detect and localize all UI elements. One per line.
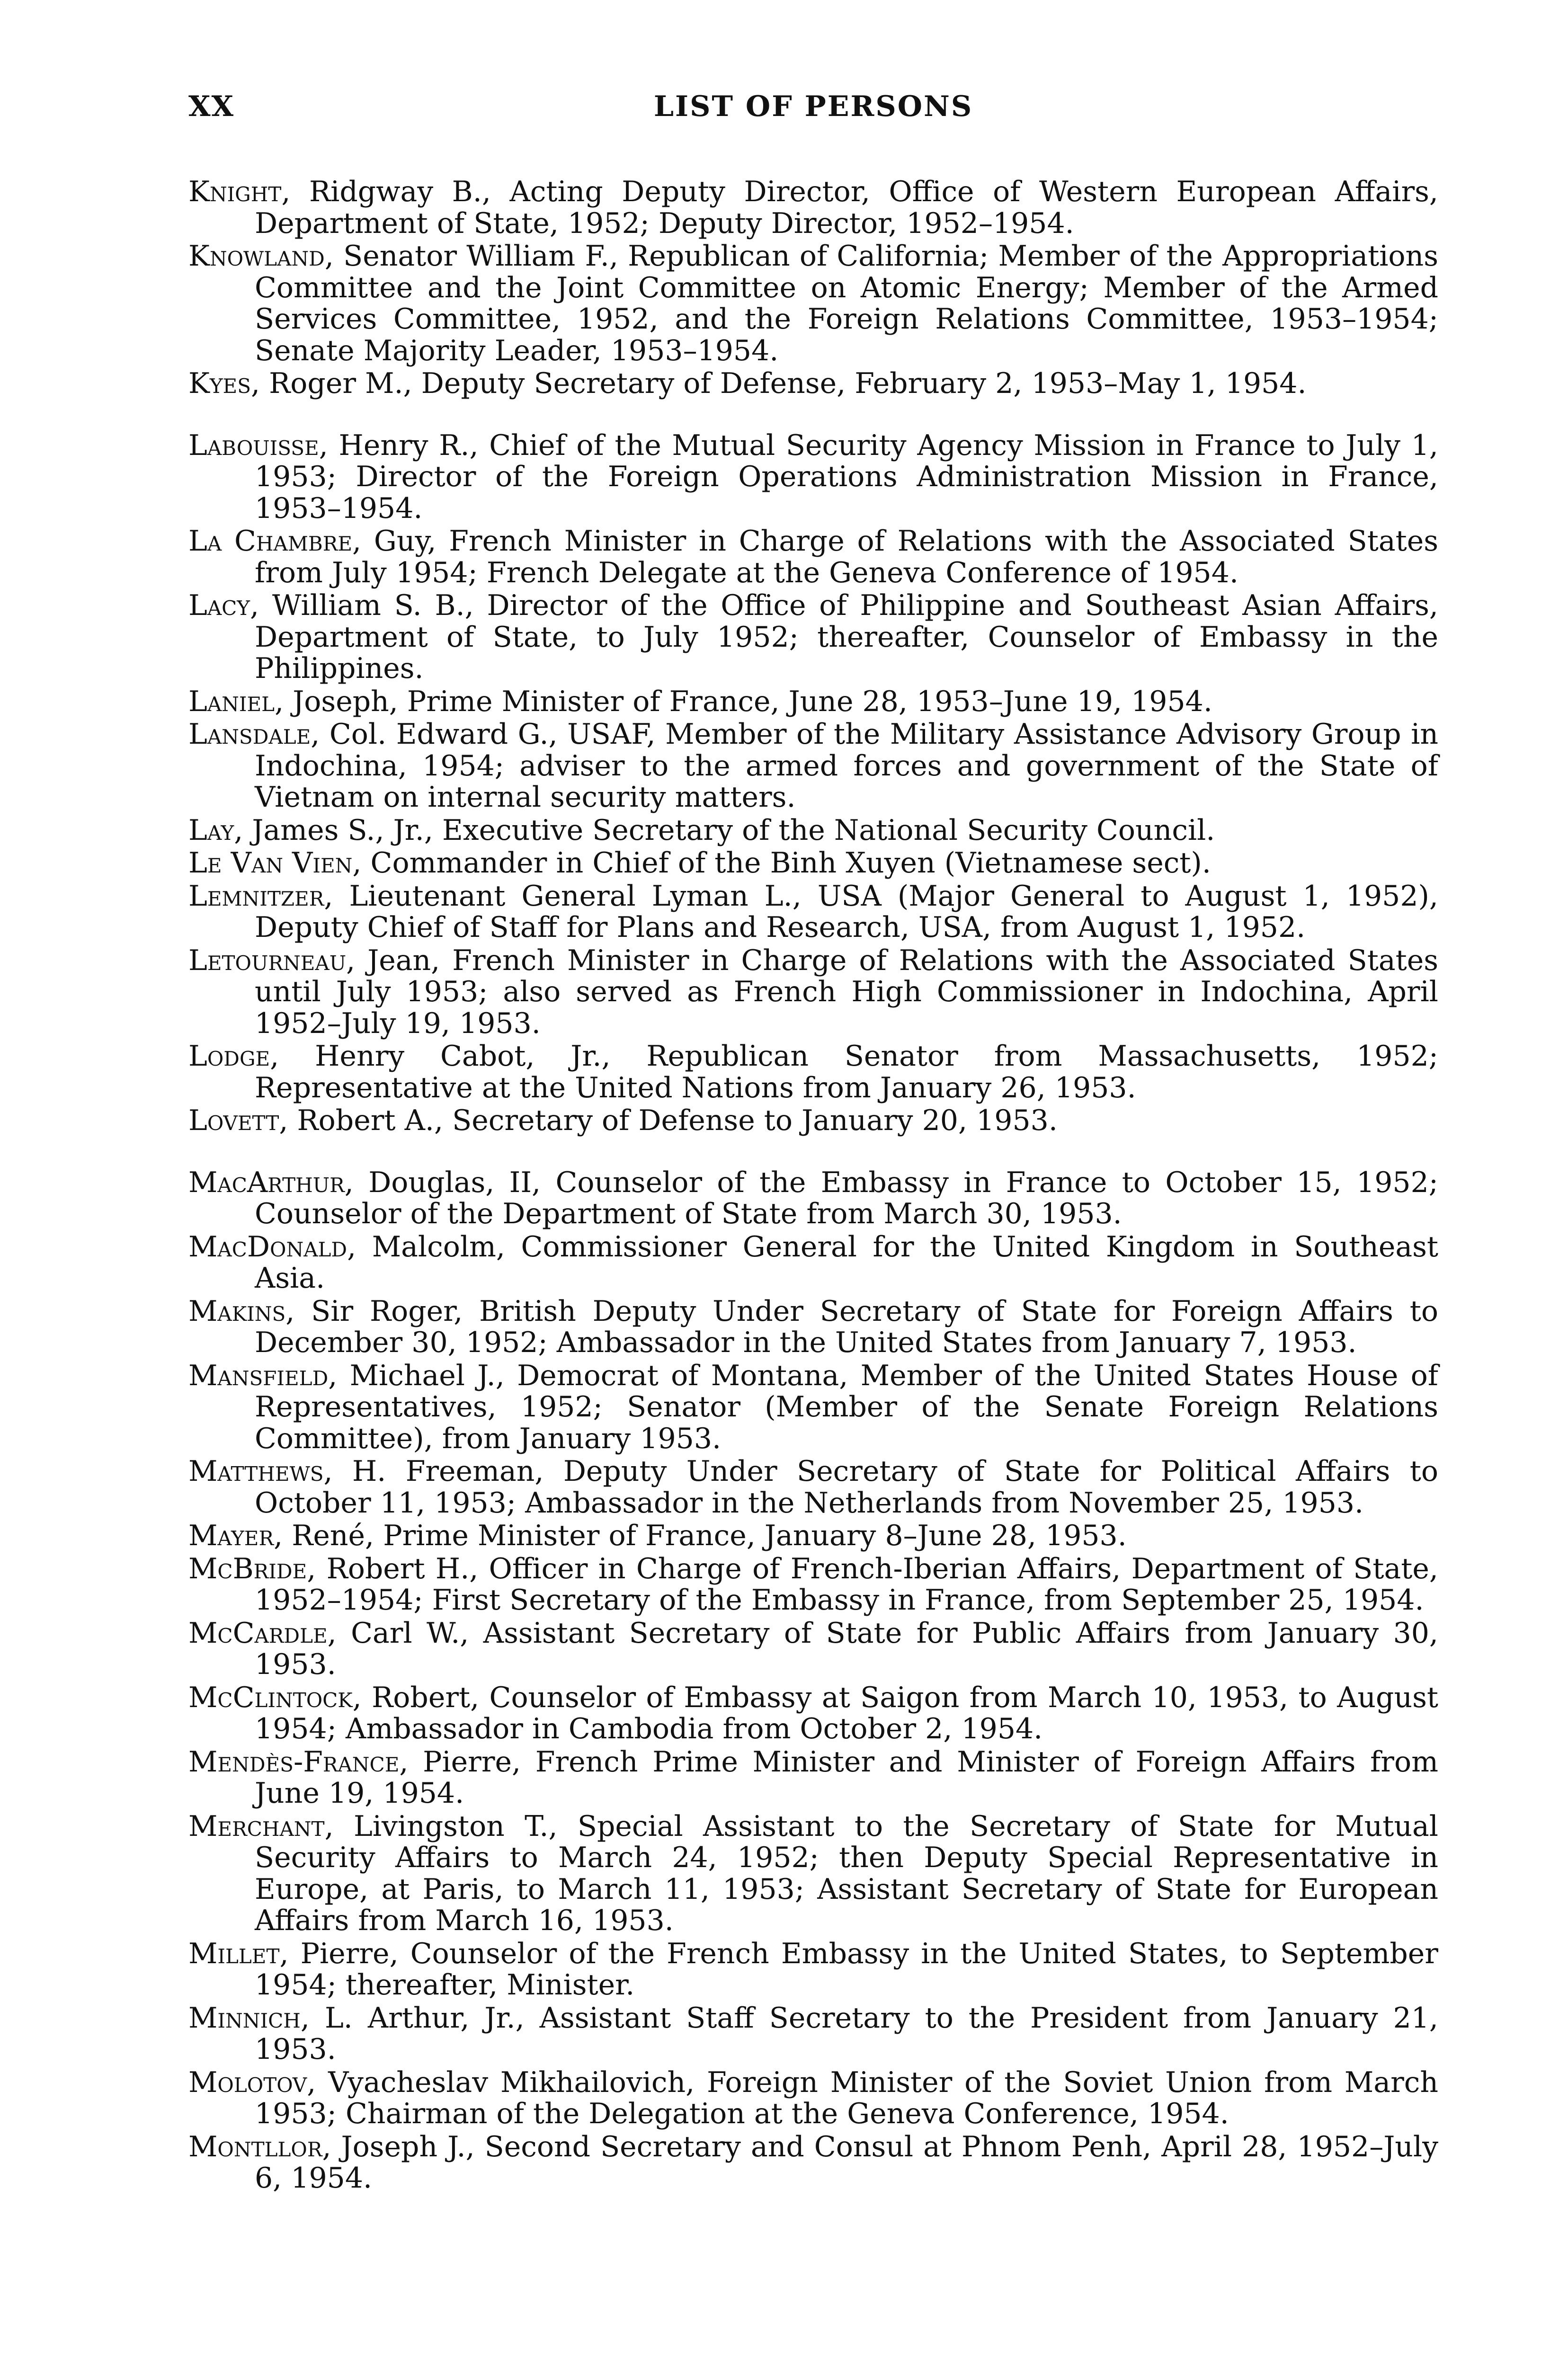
person-surname: Lansdale <box>188 718 311 751</box>
person-entry-kyes <box>188 368 1438 400</box>
person-surname: Lemnitzer <box>188 879 324 913</box>
person-description: , Michael J., Democrat of Montana, Member of the United States House of Representatives, 1952; Senator (Member of the Senate Foreign Relations Committee), from January 1953. <box>255 1359 1438 1455</box>
person-surname: Knight <box>188 175 282 208</box>
person-surname: Lodge <box>188 1040 270 1073</box>
person-surname: Mendès-France <box>188 1745 400 1779</box>
person-surname: Labouisse <box>188 428 319 462</box>
person-surname: Mansfield <box>188 1359 329 1392</box>
person-entry-macdonald <box>188 1231 1438 1294</box>
person-entry-makins <box>188 1296 1438 1359</box>
person-description: , Guy, French Minister in Charge of Relations with the Associated States from July 1954; French Delegate at the Geneva Conference of 1954. <box>255 525 1439 589</box>
person-description: , H. Freeman, Deputy Under Secretary of State for Political Affairs to October 11, 1953; Ambassador in the Netherlands from November 25, 1953. <box>255 1455 1438 1520</box>
person-description: , Joseph, Prime Minister of France, June 28, 1953–June 19, 1954. <box>275 685 1212 718</box>
person-surname: Le Van Vien <box>188 846 353 880</box>
person-entry-knowland <box>188 240 1438 366</box>
person-description: , Roger M., Deputy Secretary of Defense, February 2, 1953–May 1, 1954. <box>250 367 1307 400</box>
person-surname: Letourneau <box>188 943 347 977</box>
person-entry-lodge <box>188 1041 1438 1103</box>
person-description: , Sir Roger, British Deputy Under Secretary of State for Foreign Affairs to December 30, 1952; Ambassador in the United States from January 7, 1953. <box>255 1294 1438 1359</box>
person-description: , Vyacheslav Mikhailovich, Foreign Minister of the Soviet Union from March 1953; Chairman of the Delegation at the Geneva Conference, 1954. <box>255 2065 1438 2130</box>
person-surname: McBride <box>188 1552 307 1585</box>
person-surname: Knowland <box>188 240 325 273</box>
person-entry-molotov <box>188 2067 1438 2130</box>
person-entry-millet <box>188 1938 1438 2001</box>
person-list <box>188 176 1438 2196</box>
person-description: , Lieutenant General Lyman L., USA (Major General to August 1, 1952), Deputy Chief of Staff for Plans and Research, USA, from August 1, 1952. <box>255 879 1438 944</box>
page-number: XX <box>188 90 235 123</box>
person-description: , Joseph J., Second Secretary and Consul at Phnom Penh, April 28, 1952–July 6, 1954. <box>255 2130 1438 2195</box>
person-surname: MacArthur <box>188 1166 345 1199</box>
person-description: , Pierre, Counselor of the French Embassy in the United States, to September 1954; thereafter, Minister. <box>255 1937 1438 2002</box>
person-surname: Minnich <box>188 2001 301 2035</box>
person-entry-macarthur <box>188 1167 1438 1230</box>
person-surname: Kyes <box>188 367 251 400</box>
person-description: , Pierre, French Prime Minister and Minister of Foreign Affairs from June 19, 1954. <box>255 1745 1438 1810</box>
person-description: , Commander in Chief of the Binh Xuyen (Vietnamese sect). <box>352 846 1211 880</box>
person-surname: McClintock <box>188 1681 353 1714</box>
person-entry-merchant <box>188 1811 1438 1937</box>
person-entry-labouisse <box>188 430 1438 525</box>
person-description: , Senator William F., Republican of California; Member of the Appropriations Committee and the Joint Committee on Atomic Energy; Member of the Armed Services Committee, 1952, and the Foreign Relations Committee, 1953–1954; Senate Majority Leader, 1953–1954. <box>255 240 1438 367</box>
person-entry-laniel <box>188 686 1438 718</box>
person-description: , Ridgway B., Acting Deputy Director, Office of Western European Affairs, Department of State, 1952; Deputy Director, 1952–1954. <box>255 175 1438 240</box>
page-title: LIST OF PERSONS <box>653 90 973 123</box>
person-entry-mccardle <box>188 1618 1438 1681</box>
person-entry-mansfield <box>188 1360 1438 1455</box>
person-surname: Laniel <box>188 685 275 718</box>
person-entry-la-chambre <box>188 525 1438 588</box>
person-description: , Col. Edward G., USAF, Member of the Military Assistance Advisory Group in Indochina, 1954; adviser to the armed forces and government of the State of Vietnam on internal security matters. <box>255 718 1438 814</box>
person-description: , L. Arthur, Jr., Assistant Staff Secretary to the President from January 21, 1953. <box>255 2001 1438 2066</box>
person-description: , Malcolm, Commissioner General for the United Kingdom in Southeast Asia. <box>255 1230 1438 1295</box>
person-surname: Matthews <box>188 1455 324 1488</box>
person-entry-lansdale <box>188 719 1438 813</box>
person-entry-mayer <box>188 1520 1438 1552</box>
person-surname: Montllor <box>188 2130 322 2163</box>
person-description: , Robert A., Secretary of Defense to January 20, 1953. <box>279 1104 1058 1137</box>
person-description: , Robert, Counselor of Embassy at Saigon from March 10, 1953, to August 1954; Ambassador in Cambodia from October 2, 1954. <box>255 1681 1438 1745</box>
person-description: , Robert H., Officer in Charge of French-Iberian Affairs, Department of State, 1952–1954; First Secretary of the Embassy in France, from September 25, 1954. <box>255 1552 1438 1617</box>
person-entry-mcbride <box>188 1553 1438 1616</box>
person-entry-lay <box>188 815 1438 846</box>
person-surname: Millet <box>188 1937 280 1970</box>
person-entry-lovett <box>188 1105 1438 1137</box>
person-entry-mendes-france <box>188 1746 1438 1809</box>
person-entry-matthews <box>188 1456 1438 1519</box>
person-surname: Lovett <box>188 1104 279 1137</box>
person-surname: McCardle <box>188 1616 328 1650</box>
person-entry-minnich <box>188 2002 1438 2065</box>
person-entry-montllor <box>188 2131 1438 2194</box>
person-description: , René, Prime Minister of France, January 8–June 28, 1953. <box>274 1519 1127 1552</box>
person-entry-le-van-vien <box>188 847 1438 879</box>
person-surname: Makins <box>188 1294 286 1328</box>
person-description: , Henry Cabot, Jr., Republican Senator from Massachusetts, 1952; Representative at the United Nations from January 26, 1953. <box>255 1040 1438 1104</box>
person-surname: Merchant <box>188 1809 325 1843</box>
person-surname: La Chambre <box>188 525 353 558</box>
person-description: , Livingston T., Special Assistant to the Secretary of State for Mutual Security Affairs to March 24, 1952; then Deputy Special Representative in Europe, at Paris, to March 11, 1953; Assistant Secretary of State for European Affairs from March 16, 1953. <box>255 1809 1438 1937</box>
person-entry-letourneau <box>188 945 1438 1040</box>
person-surname: Mayer <box>188 1519 274 1552</box>
person-description: , Douglas, II, Counselor of the Embassy in France to October 15, 1952; Counselor of the Department of State from March 30, 1953. <box>255 1166 1438 1230</box>
person-description: , Carl W., Assistant Secretary of State for Public Affairs from January 30, 1953. <box>255 1616 1438 1681</box>
person-surname: MacDonald <box>188 1230 347 1264</box>
person-description: , Jean, French Minister in Charge of Relations with the Associated States until July 1953; also served as French High Commissioner in Indochina, April 1952–July 19, 1953. <box>255 943 1438 1040</box>
person-description: , William S. B., Director of the Office of Philippine and Southeast Asian Affairs, Department of State, to July 1952; thereafter, Counselor of Embassy in the Philippines. <box>250 589 1438 685</box>
person-entry-mcclintock <box>188 1682 1438 1745</box>
person-entry-lemnitzer <box>188 881 1438 943</box>
person-surname: Molotov <box>188 2065 307 2099</box>
person-entry-lacy <box>188 590 1438 685</box>
person-description: , Henry R., Chief of the Mutual Security Agency Mission in France to July 1, 1953; Director of the Foreign Operations Administration Mission in France, 1953–1954. <box>255 428 1438 525</box>
person-surname: Lay <box>188 813 234 847</box>
page-header <box>188 90 1438 133</box>
person-entry-knight <box>188 176 1438 239</box>
person-surname: Lacy <box>188 589 250 622</box>
person-description: , James S., Jr., Executive Secretary of the National Security Council. <box>234 813 1215 847</box>
